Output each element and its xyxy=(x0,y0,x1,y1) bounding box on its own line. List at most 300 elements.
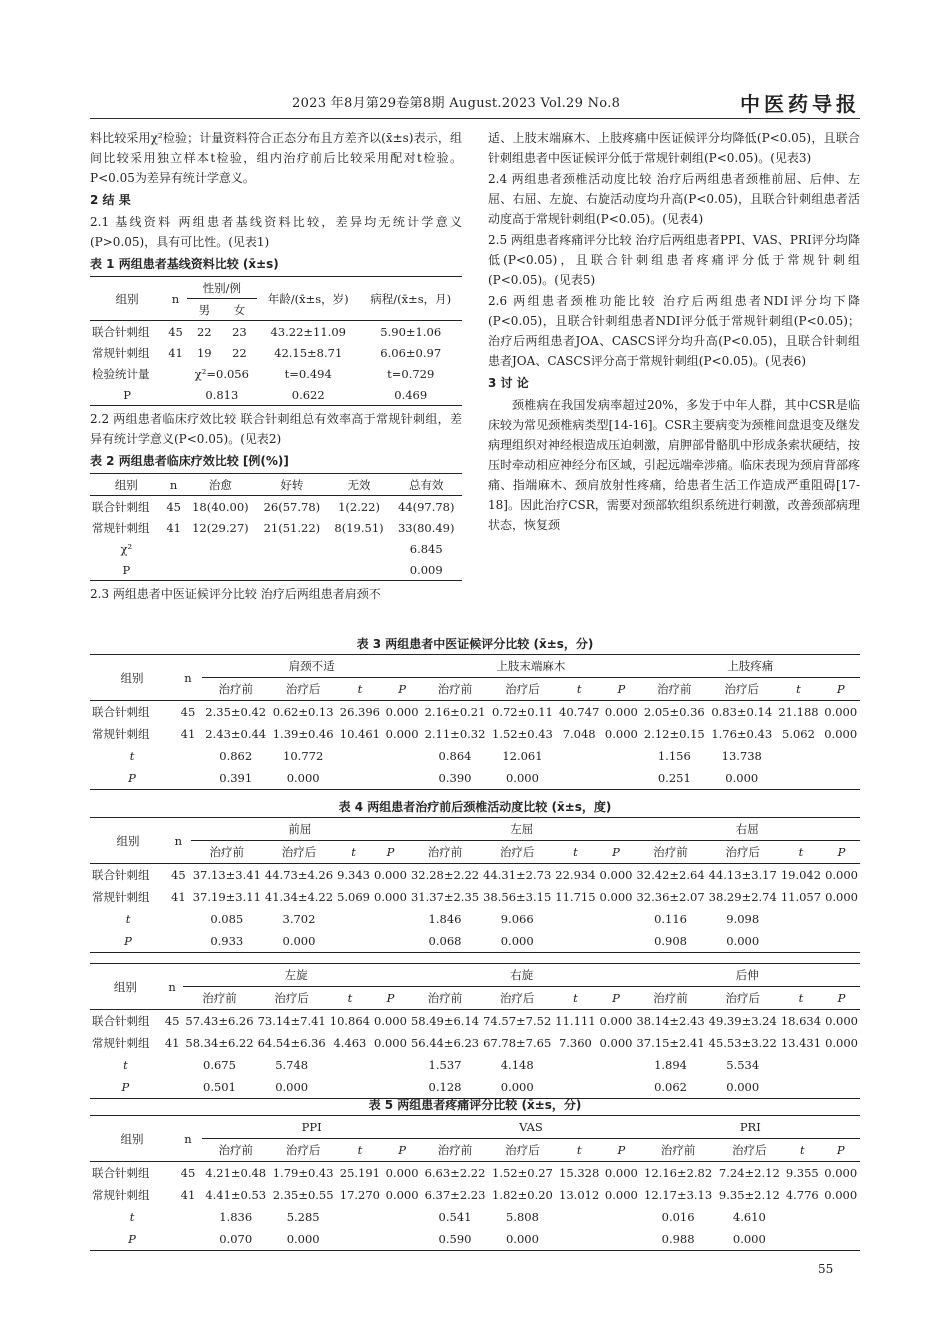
table-cell: 38.56±3.15 xyxy=(483,890,552,904)
table-cell: 44.31±2.73 xyxy=(483,868,552,882)
table-cell: 41 xyxy=(171,890,186,904)
table-cell: 19.042 xyxy=(780,868,822,882)
table-cell: 4.41±0.53 xyxy=(205,1188,267,1202)
table-cell: 0.933 xyxy=(210,934,244,948)
table-cell xyxy=(779,1054,823,1076)
table-cell xyxy=(372,930,409,953)
table5-block xyxy=(90,1094,860,1251)
th: t xyxy=(357,1143,363,1157)
table-cell: 49.39±3.24 xyxy=(708,1014,777,1028)
th: P xyxy=(612,845,620,859)
th: P xyxy=(617,1143,626,1157)
table-cell xyxy=(821,1206,860,1228)
table-cell: 0.000 xyxy=(599,890,633,904)
table-cell: 0.862 xyxy=(219,749,253,763)
table-cell xyxy=(823,930,860,953)
table-cell: 10.772 xyxy=(283,749,324,763)
table-cell: 0.068 xyxy=(428,934,462,948)
th: P xyxy=(386,845,395,859)
section-heading: 3 讨 论 xyxy=(488,376,529,390)
th: 治疗前 xyxy=(653,845,688,859)
table-cell: 13.012 xyxy=(559,1188,600,1202)
table-cell: 67.78±7.65 xyxy=(483,1036,552,1050)
table-cell: 7.360 xyxy=(558,1036,592,1050)
table-cell: 2.35±0.42 xyxy=(205,705,267,719)
table-cell: 11.057 xyxy=(780,890,822,904)
table-cell: 0.000 xyxy=(825,1036,858,1050)
th: 治疗前 xyxy=(427,991,463,1005)
th: t xyxy=(351,845,356,859)
table-row: P 0.009 xyxy=(90,559,462,581)
issue-info: 2023 年8月第29卷第8期 August.2023 Vol.29 No.8 xyxy=(292,96,621,111)
table-cell: t xyxy=(125,912,131,926)
paragraph: 2.3 两组患者中医证候评分比较 治疗后两组患者肩颈不 xyxy=(90,587,381,601)
th: t xyxy=(576,1143,582,1157)
table-cell: 12.061 xyxy=(502,749,543,763)
table-cell: 1.79±0.43 xyxy=(272,1166,334,1180)
table-cell: 0.000 xyxy=(732,1232,766,1246)
right-column xyxy=(488,128,860,536)
table-cell xyxy=(783,1228,821,1251)
table-cell: 9.343 xyxy=(337,868,370,882)
th: t xyxy=(796,682,801,696)
table-cell: 4.463 xyxy=(333,1036,367,1050)
table1-caption: 表 1 两组患者基线资料比较 (x̄±s) xyxy=(90,257,279,271)
table-row xyxy=(90,767,860,790)
table-cell: 0.000 xyxy=(825,868,858,882)
table-cell xyxy=(556,1228,602,1251)
table-cell: 0.72±0.11 xyxy=(492,705,553,719)
table-cell: 0.000 xyxy=(500,1080,534,1094)
th: 治疗后 xyxy=(732,1143,767,1157)
th: 治疗后 xyxy=(505,682,540,696)
table-cell: P xyxy=(124,934,132,948)
table-cell: 常规针刺组 xyxy=(92,727,150,741)
table-cell: 21.188 xyxy=(778,705,819,719)
table-cell: 0.000 xyxy=(599,1014,633,1028)
table-cell: 73.14±7.41 xyxy=(257,1014,326,1028)
section-heading: 2 结 果 xyxy=(90,193,131,207)
th: 性别/例 xyxy=(187,277,257,299)
th: P xyxy=(398,1143,406,1157)
table-cell xyxy=(821,767,860,790)
table-cell: 0.000 xyxy=(505,1232,539,1246)
table-cell: 0.000 xyxy=(282,934,316,948)
table-cell: 1.52±0.43 xyxy=(492,727,553,741)
table-cell: 38.29±2.74 xyxy=(708,890,777,904)
th: n xyxy=(164,277,187,321)
th: t xyxy=(347,991,353,1005)
table-cell: 41 xyxy=(180,727,196,741)
table-cell xyxy=(823,1054,860,1076)
table-cell: 37.13±3.41 xyxy=(192,868,261,882)
table-cell: 2.11±0.32 xyxy=(424,727,486,741)
table-cell: 44.13±3.17 xyxy=(708,868,777,882)
table-cell: 1.156 xyxy=(657,749,691,763)
th: 治疗前 xyxy=(657,682,692,696)
table-cell: 41.34±4.22 xyxy=(264,890,334,904)
table-cell: 57.43±6.26 xyxy=(185,1014,254,1028)
table-cell xyxy=(553,1054,597,1076)
th: t xyxy=(798,991,804,1005)
th: 治疗前 xyxy=(218,1143,253,1157)
table-cell: 31.37±2.35 xyxy=(410,890,480,904)
table-cell xyxy=(383,767,421,790)
table-cell: 0.000 xyxy=(385,1166,419,1180)
table-row xyxy=(90,864,860,887)
table-cell xyxy=(556,767,602,790)
table-cell: 15.328 xyxy=(559,1166,600,1180)
paragraph: 2.6 两组患者颈椎功能比较 治疗后两组患者NDI评分均下降(P<0.05)，且联合针刺组患者NDI评分低于常规针刺组(P<0.05)；治疗后两组患者JOA、CASCS评分均升高(P<0.05)，且联合针刺组患者JOA、CASCS评分高于常规针刺组(P<0.05)。(见表6) xyxy=(488,294,860,368)
table-cell: 0.070 xyxy=(219,1232,253,1246)
table-cell xyxy=(335,930,372,953)
left-column xyxy=(90,128,462,605)
table-cell xyxy=(821,745,860,767)
table-cell: 2.12±0.15 xyxy=(643,727,705,741)
table-row: 常规针刺组 41 12(29.27) 21(51.22) 8(19.51) 33(80.49) xyxy=(92,520,455,535)
table-cell: 2.43±0.44 xyxy=(205,727,267,741)
table-cell xyxy=(602,745,640,767)
table-cell: 0.000 xyxy=(599,1036,633,1050)
th: t xyxy=(576,682,582,696)
th: P xyxy=(612,991,620,1005)
table-cell: 7.048 xyxy=(562,727,596,741)
th: 治疗前 xyxy=(437,1143,473,1157)
table-cell: 0.000 xyxy=(385,705,419,719)
table-cell xyxy=(821,1228,860,1251)
table4-block xyxy=(90,796,860,1099)
table-cell: 0.864 xyxy=(438,749,472,763)
table-cell: 1.76±0.43 xyxy=(711,727,773,741)
table-cell: 32.28±2.22 xyxy=(410,868,480,882)
table-cell: 0.000 xyxy=(824,1188,858,1202)
th: P xyxy=(837,991,846,1005)
table-cell: 0.590 xyxy=(438,1232,472,1246)
table-cell xyxy=(823,908,860,930)
table-cell: 11.715 xyxy=(555,890,596,904)
th: 年龄/(x̄±s，岁) xyxy=(257,277,360,321)
table-cell: 0.000 xyxy=(825,1014,858,1028)
th: 治疗前 xyxy=(218,682,253,696)
table-cell: 40.747 xyxy=(559,705,600,719)
paragraph: 2.2 两组患者临床疗效比较 联合针刺组总有效率高于常规针刺组，差异有统计学意义(P<0.05)。(见表2) xyxy=(90,412,462,446)
table-cell: 32.36±2.07 xyxy=(636,890,705,904)
table-cell: 0.000 xyxy=(275,1080,309,1094)
table-cell: 0.675 xyxy=(203,1058,236,1072)
th: 治疗前 xyxy=(653,991,688,1005)
table-row: 联合针刺组 45 22 23 43.22±11.09 5.90±1.06 xyxy=(92,324,442,339)
table-cell: 9.066 xyxy=(500,912,534,926)
th: 治疗前 xyxy=(202,991,237,1005)
table-cell xyxy=(174,1228,202,1251)
th: 治疗后 xyxy=(724,682,759,696)
table-cell: 5.808 xyxy=(505,1210,539,1224)
table-cell xyxy=(174,1206,202,1228)
table-cell: P xyxy=(128,771,136,785)
th: 治疗后 xyxy=(725,991,760,1005)
table-cell: 0.83±0.14 xyxy=(711,705,773,719)
table-cell xyxy=(337,745,383,767)
table-cell: 0.000 xyxy=(726,1080,760,1094)
table-cell: 1.39±0.46 xyxy=(272,727,334,741)
th: 病程/(x̄±s，月) xyxy=(359,277,462,321)
table-cell: t xyxy=(129,749,135,763)
table-cell: 0.000 xyxy=(500,934,534,948)
table-cell xyxy=(556,745,602,767)
th: 治疗后 xyxy=(499,845,535,859)
table-cell: 0.62±0.13 xyxy=(272,705,334,719)
table-cell: 0.390 xyxy=(438,771,472,785)
table-row xyxy=(90,1228,860,1251)
table-cell: 11.111 xyxy=(555,1014,596,1028)
table-cell: 0.000 xyxy=(824,727,858,741)
table4-caption: 表 4 两组患者治疗前后颈椎活动度比较 (x̄±s，度) xyxy=(338,800,612,814)
table-row xyxy=(90,701,860,724)
table-cell: 17.270 xyxy=(339,1188,380,1202)
th: t xyxy=(573,845,578,859)
table-cell: 45 xyxy=(164,1014,180,1028)
table-cell: 常规针刺组 xyxy=(92,1036,150,1050)
th: t xyxy=(357,682,363,696)
table-cell: 6.63±2.22 xyxy=(424,1166,486,1180)
table-cell: 4.21±0.48 xyxy=(205,1166,267,1180)
paragraph: 2.1 基线资料 两组患者基线资料比较，差异均无统计学意义(P>0.05)，具有可比性。(见表1) xyxy=(90,215,462,249)
table-cell: 0.988 xyxy=(661,1232,695,1246)
table-row xyxy=(90,908,860,930)
table-cell: 38.14±2.43 xyxy=(636,1014,705,1028)
th: 治疗后 xyxy=(499,991,535,1005)
th: 治疗前 xyxy=(427,845,463,859)
table-cell xyxy=(602,767,640,790)
table-cell: 5.062 xyxy=(782,727,815,741)
table-cell: 7.24±2.12 xyxy=(718,1166,780,1180)
table-cell: 0.541 xyxy=(438,1210,472,1224)
th: 治疗后 xyxy=(285,1143,321,1157)
table4b: 组别 n 左旋 右旋 后伸 治疗前 治疗后 t P 治疗前 治疗后 t P 治疗前 治疗后 t P 联合针刺组 45 57.43±6.26 73.14±7.41 10.864 0.000 58.49±6.14 74.57±7.52 11.111 0.000 38.14±2.43 49.39±3.24 18.634 0.000 常规针刺组 41 58.34±6.22 64.54±6.36 4.463 0.000 56.44±6.23 67.78±7.65 7.360 0.000 37.15±2.41 45.53±3.22 13.431 0.000 t 0.675 5.748 1.537 4.148 1.894 5.534 P 0.501 0.000 0.128 0.000 0.062 0.000 xyxy=(90,963,860,1099)
table4a: 组别 n 前屈 左屈 右屈 治疗前 治疗后 t P 治疗前 治疗后 t P 治疗前 治疗后 t P 联合针刺组 45 37.13±3.41 44.73±4.26 9.343 0.000 32.28±2.22 44.31±2.73 22.934 0.000 32.42±2.64 44.13±3.17 19.042 0.000 常规针刺组 41 37.19±3.11 41.34±4.22 5.069 0.000 31.37±2.35 38.56±3.15 11.715 0.000 32.36±2.07 38.29±2.74 11.057 0.000 t 0.085 3.702 1.846 9.066 0.116 9.098 P 0.933 0.000 0.068 0.000 0.908 0.000 xyxy=(90,817,860,953)
table5-caption: 表 5 两组患者疼痛评分比较 (x̄±s，分) xyxy=(368,1098,582,1112)
table5: 组别 n PPI VAS PRI 治疗前 治疗后 t P 治疗前 治疗后 t P 治疗前 治疗后 t P 联合针刺组 45 4.21±0.48 1.79±0.43 25.191 0.000 6.63±2.22 1.52±0.27 15.328 0.000 12.16±2.82 7.24±2.12 9.355 0.000 常规针刺组 41 4.41±0.53 2.35±0.55 17.270 0.000 6.37±2.23 1.82±0.20 13.012 0.000 12.17±3.13 9.35±2.12 4.776 0.000 t 1.836 5.285 0.541 5.808 0.016 4.610 P 0.070 0.000 0.590 0.000 0.988 0.000 xyxy=(90,1115,860,1251)
table-cell: 0.000 xyxy=(374,1036,407,1050)
table-cell: 10.461 xyxy=(339,727,380,741)
table-cell xyxy=(602,1228,640,1251)
table-cell: 4.148 xyxy=(500,1058,534,1072)
paragraph: 颈椎病在我国发病率超过20%，多发于中年人群，其中CSR是临床较为常见颈椎病类型[14-16]。CSR主要病变为颈椎间盘退变及继发病理组织对神经根造成压迫刺激，肩胛部骨骼肌中形成条索状硬结，按压时牵动相应神经分布区域，引起远端牵涉痛。临床表现为颈肩背部疼痛、指端麻木、颈肩放射性疼痛，给患者生活工作造成严重阻碍[17-18]。因此治疗CSR，需要对颈部软组织系统进行刺激，改善颈部病理状态，恢复颈 xyxy=(488,398,861,532)
th: 治疗前 xyxy=(437,682,473,696)
table-row xyxy=(90,745,860,767)
th: 治疗前 xyxy=(660,1143,696,1157)
table-cell xyxy=(598,1054,635,1076)
table-cell xyxy=(779,908,823,930)
table-cell xyxy=(598,908,635,930)
table-cell xyxy=(775,745,821,767)
table-cell: 0.000 xyxy=(604,727,638,741)
table1 xyxy=(90,276,462,406)
th: P xyxy=(617,682,626,696)
th: P xyxy=(836,1143,845,1157)
table-cell: 26.396 xyxy=(339,705,380,719)
table-cell: 常规针刺组 xyxy=(92,1188,150,1202)
table-cell: P xyxy=(121,1080,130,1094)
th: 治疗后 xyxy=(725,845,760,859)
table-cell: 6.37±2.23 xyxy=(424,1188,486,1202)
table-row xyxy=(90,1010,860,1033)
table-cell xyxy=(602,1206,640,1228)
table-cell: 0.000 xyxy=(385,1188,419,1202)
table-cell: 37.15±2.41 xyxy=(636,1036,705,1050)
table2: 组别 n 治愈 好转 无效 总有效 联合针刺组 45 18(40.00) 26(57.78) 1(2.22) 44(97.78) 常规针刺组 41 12(29.27) 21(51.22) 8(19.51) 33(80.49) χ² 6.845 P 0.009 xyxy=(90,473,462,581)
table-row: χ² 6.845 xyxy=(120,541,443,556)
th: P xyxy=(398,682,406,696)
table-cell xyxy=(337,767,383,790)
table-cell: 32.42±2.64 xyxy=(636,868,705,882)
table-cell: 12.17±3.13 xyxy=(644,1188,713,1202)
table-cell: 1.82±0.20 xyxy=(492,1188,553,1202)
th: 治疗后 xyxy=(285,682,321,696)
th: 治疗后 xyxy=(281,845,317,859)
table-cell: 13.738 xyxy=(721,749,762,763)
journal-logo: 中医药导报 xyxy=(740,92,860,116)
table-cell: 5.285 xyxy=(286,1210,320,1224)
table-cell: 0.000 xyxy=(725,771,759,785)
table3-block xyxy=(90,633,860,790)
table-cell: 0.062 xyxy=(654,1080,688,1094)
table-cell xyxy=(174,745,202,767)
table-cell: 0.000 xyxy=(604,1188,638,1202)
table-cell: 45 xyxy=(180,1166,196,1180)
table-cell xyxy=(372,908,409,930)
table-cell: 58.34±6.22 xyxy=(185,1036,254,1050)
table-cell: 9.35±2.12 xyxy=(718,1188,780,1202)
table-cell xyxy=(372,1054,409,1076)
table-cell: 64.54±6.36 xyxy=(257,1036,326,1050)
th: P xyxy=(837,845,846,859)
table-cell: 0.000 xyxy=(505,771,539,785)
table-cell: 0.000 xyxy=(374,890,407,904)
table-row: 常规针刺组 41 19 22 42.15±8.71 6.06±0.97 xyxy=(92,345,442,360)
table-cell: 3.702 xyxy=(282,912,316,926)
table-cell xyxy=(553,930,597,953)
table-cell: 常规针刺组 xyxy=(92,890,150,904)
page-header xyxy=(90,88,860,119)
table-cell xyxy=(383,1228,421,1251)
table-cell: 0.000 xyxy=(374,1014,407,1028)
table-cell: 5.069 xyxy=(337,890,370,904)
table-row xyxy=(90,1162,860,1185)
th: P xyxy=(386,991,395,1005)
th: 组别 xyxy=(90,277,164,321)
table2-caption: 表 2 两组患者临床疗效比较 [例(%)] xyxy=(90,454,289,468)
table-row xyxy=(90,723,860,745)
table-row xyxy=(90,930,860,953)
table-cell xyxy=(174,767,202,790)
table-cell: 联合针刺组 xyxy=(92,705,150,719)
table-cell: 0.000 xyxy=(824,1166,858,1180)
table-row xyxy=(90,886,860,908)
table-cell: 0.128 xyxy=(428,1080,462,1094)
table-cell: 4.610 xyxy=(732,1210,766,1224)
table-cell: P xyxy=(128,1232,136,1246)
table-row xyxy=(90,1054,860,1076)
table3: 组别 n 肩颈不适 上肢末端麻木 上肢疼痛 治疗前 治疗后 t P 治疗前 治疗后 t P 治疗前 治疗后 t P 联合针刺组 45 2.35±0.42 0.62±0.13 26.396 0.000 2.16±0.21 0.72±0.11 40.747 0.000 2.05±0.36 0.83±0.14 21.188 0.000 常规针刺组 41 2.43±0.44 1.39±0.46 10.461 0.000 2.11±0.32 1.52±0.43 7.048 0.000 2.12±0.15 1.76±0.43 5.062 0.000 t 0.862 10.772 0.864 12.061 1.156 13.738 P 0.391 0.000 0.390 0.000 0.251 0.000 xyxy=(90,654,860,790)
table-row xyxy=(90,1032,860,1054)
table-cell: 1.836 xyxy=(219,1210,253,1224)
th: 女 xyxy=(222,299,257,321)
table-cell: 2.35±0.55 xyxy=(272,1188,334,1202)
table-cell: 45 xyxy=(171,868,186,882)
table-cell: 2.05±0.36 xyxy=(643,705,705,719)
th: 治疗前 xyxy=(209,845,245,859)
paragraph: 料比较采用χ²检验；计量资料符合正态分布且方差齐以(x̄±s)表示，组间比较采用独立样本t检验，组内治疗前后比较采用配对t检验。P<0.05为差异有统计学意义。 xyxy=(90,131,462,185)
table-cell: 1.52±0.27 xyxy=(492,1166,553,1180)
paragraph: 2.5 两组患者疼痛评分比较 治疗后两组患者PPI、VAS、PRI评分均降低(P<0.05)，且联合针刺组患者疼痛评分低于常规针刺组(P<0.05)。(见表5) xyxy=(488,233,860,287)
table-cell: 58.49±6.14 xyxy=(410,1014,480,1028)
table-cell: 0.000 xyxy=(604,705,638,719)
table-cell: 0.085 xyxy=(210,912,244,926)
table-cell: 13.431 xyxy=(780,1036,822,1050)
table-cell: t xyxy=(123,1058,128,1072)
table-cell: 2.16±0.21 xyxy=(424,705,486,719)
table-cell xyxy=(779,930,823,953)
table-cell: 41 xyxy=(164,1036,180,1050)
table-cell xyxy=(337,1206,383,1228)
th: t xyxy=(573,991,578,1005)
table-cell: 0.000 xyxy=(824,705,858,719)
table-cell: 12.16±2.82 xyxy=(644,1166,713,1180)
th: t xyxy=(799,1143,805,1157)
table-cell xyxy=(337,1228,383,1251)
table-cell xyxy=(335,908,372,930)
paragraph: 2.4 两组患者颈椎活动度比较 治疗后两组患者颈椎前屈、后伸、左屈、右屈、左旋、右旋活动度均升高(P<0.05)，且联合针刺组患者活动度高于常规针刺组(P<0.05)。(见表4) xyxy=(488,172,860,226)
table-cell xyxy=(775,767,821,790)
table-row: 检验统计量 χ²=0.056 t=0.494 t=0.729 xyxy=(92,366,435,381)
table-cell xyxy=(598,930,635,953)
table-cell: 37.19±3.11 xyxy=(192,890,261,904)
table-cell: 1.894 xyxy=(654,1058,688,1072)
table-cell xyxy=(556,1206,602,1228)
table-cell: 0.000 xyxy=(599,868,633,882)
th: t xyxy=(798,845,804,859)
table-cell: 联合针刺组 xyxy=(92,1014,150,1028)
table-cell: 联合针刺组 xyxy=(92,1166,150,1180)
table-cell: 0.000 xyxy=(286,771,320,785)
table-cell: 0.908 xyxy=(654,934,688,948)
table-row: P 0.813 0.622 0.469 xyxy=(90,384,462,406)
table-cell: 1.846 xyxy=(428,912,462,926)
table-cell: 4.776 xyxy=(785,1188,819,1202)
table-row xyxy=(90,1206,860,1228)
table-cell xyxy=(166,930,191,953)
table-cell: 5.534 xyxy=(726,1058,760,1072)
table-cell: 0.016 xyxy=(661,1210,695,1224)
table-cell: 41 xyxy=(180,1188,196,1202)
table-cell xyxy=(328,1054,372,1076)
table-cell xyxy=(783,1206,821,1228)
table-cell: t xyxy=(129,1210,135,1224)
table-cell: 56.44±6.23 xyxy=(410,1036,480,1050)
table-cell: 1.537 xyxy=(428,1058,462,1072)
table-cell xyxy=(383,1206,421,1228)
table-cell: 45.53±3.22 xyxy=(708,1036,777,1050)
table-cell: 0.000 xyxy=(385,727,419,741)
table-cell: 0.000 xyxy=(374,868,407,882)
table3-caption: 表 3 两组患者中医证候评分比较 (x̄±s，分) xyxy=(356,637,594,651)
table-cell xyxy=(383,745,421,767)
table-cell: 0.000 xyxy=(726,934,760,948)
th: 男 xyxy=(187,299,222,321)
table-cell: 44.73±4.26 xyxy=(264,868,334,882)
table-cell: 0.251 xyxy=(657,771,691,785)
